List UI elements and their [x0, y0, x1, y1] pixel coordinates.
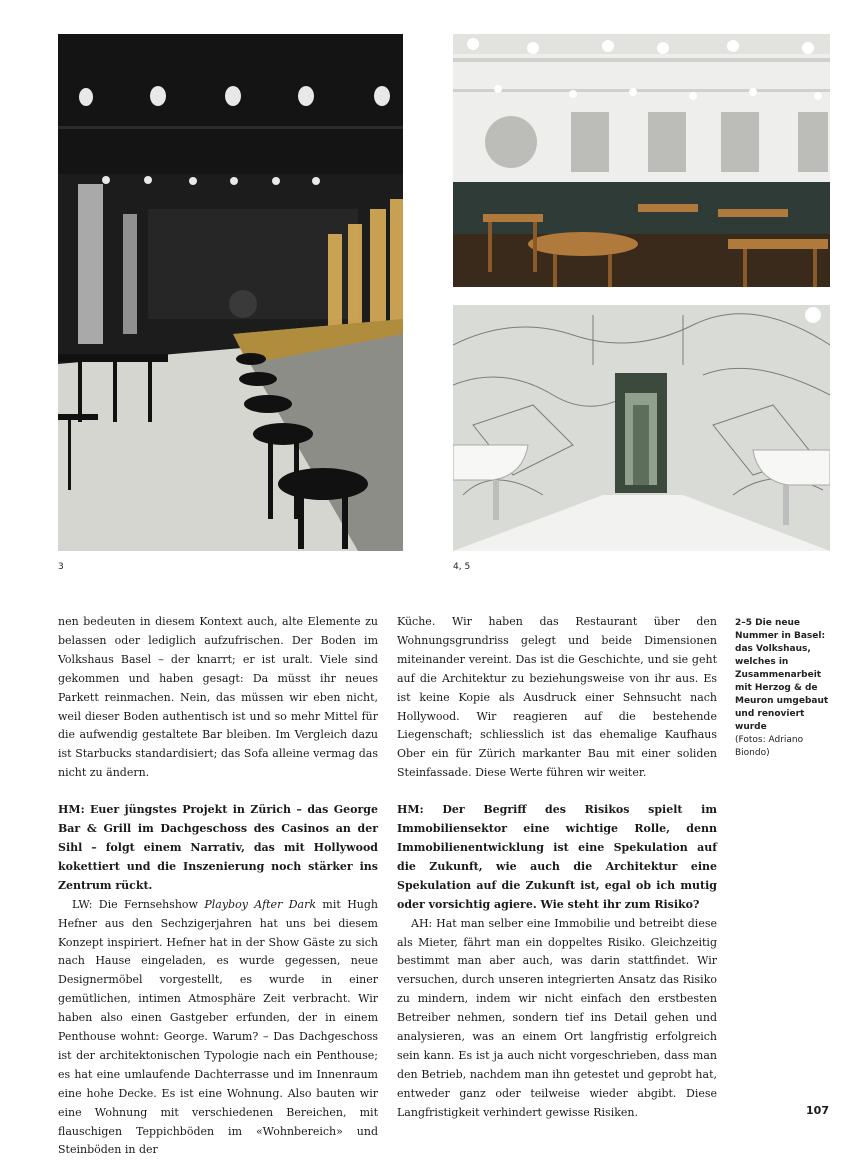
photo-credit: (Fotos: Adriano Biondo): [735, 735, 804, 758]
photo-restaurant: [453, 34, 830, 287]
photo-bar-interior: [58, 34, 403, 551]
interview-answer: AH: Hat man selber eine Immobilie und betreibt diese als Mieter, fährt man ein doppeltes Risiko. Gleichzeitig bestimmt man aber auch, was darin stattfindet. Wir versuchen, durch unseren integrierten Ansatz das Risiko zu mindern, indem wir nicht einfach den erstbesten Betreiber nehmen, sondern tief ins Detail gehen und analysieren, was an einem Ort langfristig erfolgreich sein kann. Es ist ja auch nicht vorgeschrieben, dass man den Betrieb, nachdem man ihn getestet und geprobt hat, entweder ganz oder teilweise wieder abgibt. Diese Langfristigkeit verhindert gewisse Risiken.: [397, 916, 717, 1119]
answer-prefix: LW: Die Fernsehshow: [72, 897, 205, 911]
show-title: Playboy After Dark: [204, 897, 317, 911]
photo-number-4-5: 4, 5: [453, 562, 471, 572]
photo-caption: [735, 617, 831, 760]
caption-text: 2–5 Die neue Nummer in Basel: das Volkshaus, welches in Zusammenarbeit mit Herzog & de Meuron umgebaut und renoviert wurde: [735, 618, 829, 732]
answer-text: mit Hugh Hefner aus den Sechzigerjahren hat uns bei diesem Konzept inspiriert. Hefner hat in der Show Gäste zu sich nach Hause eingeladen, es wurde gegessen, neue Designermöbel vorgestellt, es wurde in einer gemütlichen, intimen Atmosphäre Zeit verbracht. Wir haben also einen Gastgeber erfunden, der in einem Penthouse wohnt: George. Warum? – Das Dachgeschoss ist der architektonischen Typologie nach ein Penthouse; es hat eine umlaufende Dachterrasse und im Innenraum eine hohe Decke. Es ist eine Wohnung. Also bauten wir eine Wohnung mit verschiedenen Bereichen, mit flauschigen Teppichböden im «Wohnbereich» und Steinböden in der: [58, 897, 379, 1157]
page-number: 107: [806, 1104, 829, 1117]
text-column-1: [58, 613, 378, 1160]
photo-washroom: [453, 305, 830, 551]
paragraph: nen bedeuten in diesem Kontext auch, alte Elemente zu belassen oder lediglich aufzufrischen. Der Boden im Volkshaus Basel – der knarrt; er ist uralt. Viele sind gekommen und haben gesagt: Da müsst ihr neues Parkett reinmachen. Nein, das müssen wir eben nicht, weil dieser Boden authentisch ist und so mehr Mittel für die aufwendig gestaltete Bar bleiben. Im Vergleich dazu ist Starbucks standardisiert; das Sofa alleine vermag das nicht zu ändern.: [58, 615, 378, 780]
text-column-2: [397, 613, 717, 1123]
photo-number-3: 3: [58, 562, 64, 572]
paragraph: Küche. Wir haben das Restaurant über den Wohnungsgrundriss gelegt und beide Dimensionen miteinander vereint. Das ist die Geschichte, und sie geht auf die Architektur zu beziehungsweise von ihr aus. Es ist keine Kopie als Ausdruck einer Sehnsucht nach Hollywood. Wir reagieren auf die bestehende Liegenschaft; schliesslich ist das ehemalige Kaufhaus Ober ein für Zürich markanter Bau mit einer soliden Steinfassade. Diese Werte führen wir weiter.: [397, 615, 717, 780]
interview-question: HM: Euer jüngstes Projekt in Zürich – das George Bar & Grill im Dachgeschoss des Casinos an der Sihl – folgt einem Narrativ, das mit Hollywood kokettiert und die Inszenierung noch stärker ins Zentrum rückt.: [58, 803, 378, 892]
interview-answer: [58, 896, 378, 1160]
interview-question: HM: Der Begriff des Risikos spielt im Immobiliensektor eine wichtige Rolle, denn Immobilienentwicklung ist eine Spekulation auf die Zukunft, wie auch die Architektur eine Spekulation auf die Zukunft ist, egal ob ich mutig oder vorsichtig agiere. Wie steht ihr zum Risiko?: [397, 803, 717, 911]
